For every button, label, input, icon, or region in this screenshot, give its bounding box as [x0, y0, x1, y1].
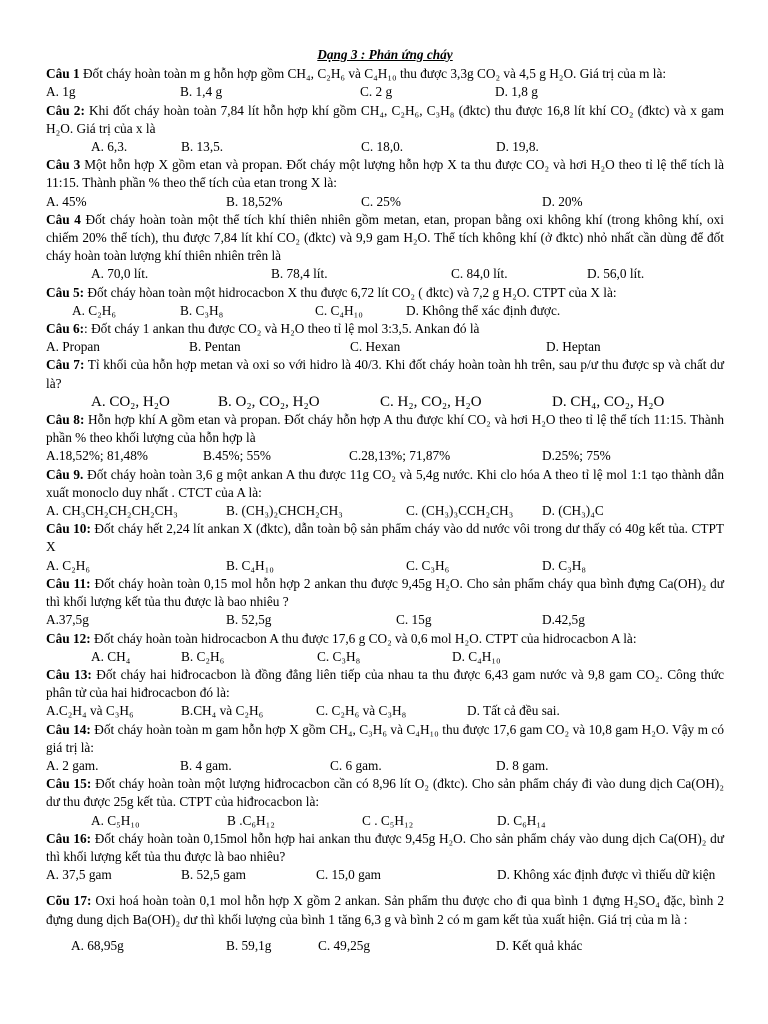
question-8	[46, 411, 724, 447]
question-6	[46, 320, 724, 338]
option-a: A. 1g	[46, 84, 76, 100]
option-d: D. 1,8 g	[495, 84, 538, 100]
option-d: D. (CH₃)₄C	[542, 503, 604, 519]
option-a: A. CH₃CH₂CH₂CH₂CH₃	[46, 503, 178, 519]
option-a: A. CO₂, H₂O	[91, 393, 170, 410]
option-d: D. Heptan	[546, 339, 601, 355]
options-1	[46, 83, 724, 101]
option-a: A. CH₄	[91, 648, 131, 664]
option-c: C. 84,0 lít.	[451, 266, 508, 282]
question-label: Câu 6:	[46, 321, 85, 337]
options-15	[46, 812, 724, 830]
options-17	[46, 937, 724, 955]
option-d: D. 56,0 lít.	[587, 266, 645, 282]
question-3	[46, 156, 724, 192]
option-b: B. C₄H₁₀	[226, 557, 274, 573]
question-17	[46, 892, 724, 928]
option-c: C. 2 g	[360, 84, 393, 100]
question-label: Câu 2:	[46, 102, 85, 118]
options-12	[46, 648, 724, 666]
question-7	[46, 356, 724, 392]
question-15	[46, 775, 724, 811]
option-c: C. 15,0 gam	[316, 867, 382, 883]
options-16	[46, 866, 724, 884]
question-text: Đốt cháy hoàn toàn một thể tích khí thiên nhiên gồm metan, etan, propan bằng oxi không khí (trong không khí, oxi chiếm 20% thể tích), thu được 7,84 lít khí CO₂ (đktc) và 9,9 gam H₂O. Thể tích không khí (ở đktc) nhỏ nhất cần dùng để đốt cháy hoàn toàn lượng khí thiên nhiên trên là	[46, 211, 724, 264]
option-c: C. (CH₃)₃CCH₂CH₃	[406, 503, 514, 519]
question-4	[46, 211, 724, 266]
question-2	[46, 102, 724, 138]
option-d: D. C₆H₁₄	[497, 812, 546, 828]
question-label: Câu 12:	[46, 630, 91, 646]
question-text: Tỉ khối của hỗn hợp metan và oxi so với hidro là 40/3. Khi đốt cháy hoàn toàn hh trên, sau p/ư thu được sp và chất dư là?	[46, 357, 725, 391]
option-d: D. C₃H₈	[542, 557, 586, 573]
question-label: Câu 5:	[46, 284, 85, 300]
option-d: D. C₄H₁₀	[452, 648, 501, 664]
option-a: A.18,52%; 81,48%	[46, 448, 148, 464]
option-c: C. Hexan	[350, 339, 401, 355]
option-b: B. 4 gam.	[180, 757, 232, 773]
option-d: D. 20%	[542, 193, 583, 209]
question-label: Câu 4	[46, 211, 81, 227]
options-11	[46, 611, 724, 629]
option-b: B. C₃H₈	[180, 302, 224, 318]
question-text: : Đốt cháy 1 ankan thu được CO₂ và H₂O theo tỉ lệ mol 3:3,5. Ankan đó là	[84, 321, 480, 337]
option-d: D. 19,8.	[496, 139, 539, 155]
option-d: D.42,5g	[542, 612, 585, 628]
option-a: A. C₂H₆	[46, 557, 90, 573]
options-7	[46, 393, 724, 411]
option-c: C. C₂H₆ và C₃H₈	[316, 703, 407, 719]
question-text: Hỗn hợp khí A gồm etan và propan. Đốt cháy hỗn hợp A thu được khí CO₂ và hơi H₂O theo tỉ lệ thể tích 11:15. Thành phần % theo khối lượng của hỗn hợp là	[46, 412, 725, 446]
page-title: Dạng 3 : Phản ứng cháy	[317, 47, 453, 62]
question-16	[46, 830, 724, 866]
options-14	[46, 757, 724, 775]
option-a: A. C₅H₁₀	[91, 812, 140, 828]
option-a: A.37,5g	[46, 612, 89, 628]
option-c: C. C₃H₆	[406, 557, 450, 573]
question-12	[46, 630, 724, 648]
document-page	[46, 46, 724, 955]
question-label: Câu 15:	[46, 776, 92, 792]
option-b: B .C₆H₁₂	[227, 812, 275, 828]
option-b: B.45%; 55%	[203, 448, 271, 464]
question-label: Câu 10:	[46, 521, 91, 537]
question-label: Câu 14:	[46, 721, 91, 737]
options-6	[46, 338, 724, 356]
question-label: Câu 9.	[46, 466, 84, 482]
question-text: Đốt cháy hoàn toàn 0,15mol hỗn hợp hai ankan thu được 9,45g H₂O. Cho sản phẩm cháy vào dung dịch Ca(OH)₂ dư thì khối lượng kết tủa thu được là bao nhiêu?	[46, 830, 724, 864]
question-1	[46, 65, 724, 83]
options-3	[46, 193, 724, 211]
option-a: A. 45%	[46, 193, 87, 209]
option-d: D.25%; 75%	[542, 448, 611, 464]
option-c: C. C₃H₈	[317, 648, 361, 664]
question-5	[46, 284, 724, 302]
option-c: C. C₄H₁₀	[315, 302, 363, 318]
option-a: A. 68,95g	[71, 937, 124, 953]
option-d: D. Tất cả đều sai.	[467, 703, 560, 719]
option-c: C. 18,0.	[361, 139, 404, 155]
question-10	[46, 520, 724, 556]
option-a: A. 70,0 lít.	[91, 266, 149, 282]
option-b: B. (CH₃)₂CHCH₂CH₃	[226, 503, 343, 519]
options-9	[46, 502, 724, 520]
question-9	[46, 466, 724, 502]
question-label: Câu 8:	[46, 412, 85, 428]
question-14	[46, 721, 724, 757]
option-c: C. 6 gam.	[330, 757, 382, 773]
option-d: D. Không xác định được vì thiếu dữ kiện	[497, 867, 716, 883]
option-a: A.C₂H₄ và C₃H₆	[46, 703, 134, 719]
options-10	[46, 557, 724, 575]
options-8	[46, 447, 724, 465]
option-c: C. H₂, CO₂, H₂O	[380, 393, 482, 410]
option-d: D. Kết quả khác	[496, 937, 583, 953]
option-b: B. 13,5.	[181, 139, 224, 155]
question-label: Câu 1	[46, 66, 80, 82]
option-b: B. 52,5 gam	[181, 867, 247, 883]
question-text: Đốt cháy hoàn toàn 0,15 mol hỗn hợp 2 ankan thu được 9,45g H₂O. Cho sản phẩm cháy qua bình đựng Ca(OH)₂ dư thì khối lượng kết tủa thu được là bao nhiêu ?	[46, 575, 725, 610]
question-text: Đốt cháy hết 2,24 lít ankan X (đktc), dẫn toàn bộ sản phẩm cháy vào dd nước vôi trong dư thấy có 40g kết tủa. CTPT X	[46, 521, 724, 555]
options-13	[46, 702, 724, 720]
option-b: B. 18,52%	[226, 193, 283, 209]
question-label: Câu 3	[46, 157, 81, 173]
option-a: A. 6,3.	[91, 139, 128, 155]
options-5	[46, 302, 724, 320]
question-text: Đốt cháy hoàn toàn m gam hỗn hợp X gồm CH₄, C₃H₆ và C₄H₁₀ thu được 17,6 gam CO₂ và 10,8 gam H₂O. Vậy m có giá trị là:	[46, 721, 724, 755]
question-text: Đốt cháy hoàn toàn 3,6 g một ankan A thu được 11g CO₂ và 5,4g nước. Khi clo hóa A theo tỉ lệ mol 1:1 tạo thành dẫn xuất monoclo duy nhất . CTCT của A là:	[46, 466, 724, 500]
option-b: B. Pentan	[189, 339, 241, 355]
option-a: A. C₂H₆	[72, 302, 116, 318]
option-a: A. 37,5 gam	[46, 867, 112, 883]
question-label: Câu 16:	[46, 830, 92, 846]
option-a: A. Propan	[46, 339, 100, 355]
option-c: C. 25%	[361, 193, 401, 209]
question-text: Đốt cháy hoàn toàn m g hỗn hợp gồm CH₄, C₂H₆ và C₄H₁₀ thu được 3,3g CO₂ và 4,5 g H₂O. Giá trị của m là:	[79, 66, 667, 82]
option-c: C . C₅H₁₂	[362, 812, 414, 828]
question-text: Oxi hoá hoàn toàn 0,1 mol hỗn hợp X gồm 2 ankan. Sản phẩm thu được cho đi qua bình 1 đựng H₂SO₄ đặc, bình 2 đựng dung dịch Ba(OH)₂ dư thì khối lượng của bình 1 tăng 6,3 g và bình 2 có m gam kết tủa xuất hiện. Giá trị của m là :	[46, 893, 724, 927]
options-4	[46, 265, 724, 283]
option-b: B. 1,4 g	[180, 84, 223, 100]
option-b: B. O₂, CO₂, H₂O	[218, 393, 320, 410]
question-text: Đốt cháy hoàn toàn một lượng hiđrocacbon cần có 8,96 lít O₂ (đktc). Cho sản phẩm cháy đi vào dung dịch Ca(OH)₂ dư thu được 25g kết tủa. CTPT của hiđrocacbon là:	[46, 776, 724, 810]
option-b: B.CH₄ và C₂H₆	[181, 703, 264, 719]
option-d: D. 8 gam.	[496, 757, 549, 773]
option-c: C.28,13%; 71,87%	[349, 448, 451, 464]
question-label: Câu 11:	[46, 575, 91, 591]
question-text: Đốt cháy hoàn toàn hidrocacbon A thu được 17,6 g CO₂ và 0,6 mol H₂O. CTPT của hidrocacbon A là:	[90, 630, 637, 646]
question-label: Cõu 17:	[46, 893, 92, 909]
option-b: B. 78,4 lít.	[271, 266, 328, 282]
question-text: Đốt cháy hai hiđrocacbon là đồng đẳng liên tiếp của nhau ta thu được 6,43 gam nước và 9,8 gam CO₂. Công thức phân tử của hai hiđrocacbon đó là:	[46, 666, 724, 701]
question-text: Khi đốt cháy hoàn toàn 7,84 lít hỗn hợp khí gồm CH₄, C₂H₆, C₃H₈ (đktc) thu được 16,8 lít khí CO₂ (đktc) và x gam H₂O. Giá trị của x là	[46, 102, 725, 136]
option-b: B. 52,5g	[226, 612, 272, 628]
option-d: D. CH₄, CO₂, H₂O	[552, 393, 665, 410]
question-text: Một hỗn hợp X gồm etan và propan. Đốt cháy một lượng hỗn hợp X ta thu được CO₂ và hơi H₂O theo tỉ lệ thể tích là 11:15. Thành phần % theo thể tích của etan trong X là:	[46, 157, 725, 191]
option-c: C. 15g	[396, 612, 432, 628]
option-b: B. 59,1g	[226, 937, 272, 953]
options-2	[46, 138, 724, 156]
question-text: Đốt cháy hòan toàn một hidrocacbon X thu được 6,72 lít CO₂ ( đktc) và 7,2 g H₂O. CTPT của X là:	[84, 284, 617, 300]
option-c: C. 49,25g	[318, 937, 371, 953]
option-a: A. 2 gam.	[46, 757, 99, 773]
option-d: D. Không thể xác định được.	[406, 302, 561, 318]
question-11	[46, 575, 724, 611]
question-13	[46, 666, 724, 702]
option-b: B. C₂H₆	[181, 648, 225, 664]
question-label: Câu 13:	[46, 666, 92, 682]
question-label: Câu 7:	[46, 357, 85, 373]
